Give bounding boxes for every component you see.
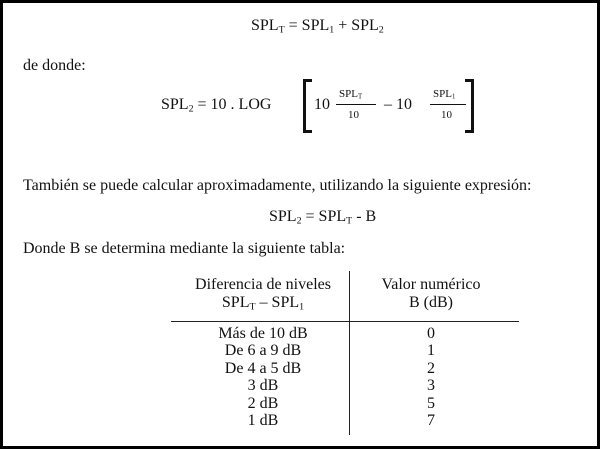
table-row-diff: Más de 10 dB xyxy=(218,325,308,342)
right-bracket xyxy=(465,79,474,133)
formula2-log: = 10 . LOG xyxy=(197,96,272,113)
intro-tambien: También se puede calcular aproximadamente, utilizando la siguiente expresión: xyxy=(23,177,532,194)
intro-de-donde: de donde: xyxy=(23,57,86,74)
formula2-lhs: SPL xyxy=(161,96,189,113)
header-spl-t: SPL xyxy=(221,294,250,311)
header-spl-1: – SPL xyxy=(259,294,300,311)
header-right-line1: Valor numérico xyxy=(381,276,481,293)
term2-fraction-bar xyxy=(430,104,466,105)
term2-num: SPL xyxy=(433,88,452,100)
table-header-rule xyxy=(171,321,519,322)
table-row-diff: 1 dB xyxy=(247,412,279,429)
formula2-minus-ten: – 10 xyxy=(384,96,412,113)
table-row-value: 3 xyxy=(427,377,435,394)
table-row-value: 7 xyxy=(427,412,435,429)
table-row-value: 5 xyxy=(427,395,435,412)
header-right-line2: B (dB) xyxy=(409,294,453,311)
table-row-value: 2 xyxy=(427,360,435,377)
formula1-lhs: SPL xyxy=(251,17,279,34)
formula1-sub2: 2 xyxy=(378,24,384,36)
formula-approx xyxy=(269,208,376,226)
term1-num-sub: T xyxy=(357,93,363,101)
intro-donde-b: Donde B se determina mediante la siguiente tabla: xyxy=(23,240,346,257)
table-row-diff: De 4 a 5 dB xyxy=(224,360,302,377)
formula1-eq: = SPL xyxy=(288,17,330,34)
table-row-diff: 3 dB xyxy=(247,377,279,394)
formula2-lhs-block xyxy=(161,96,271,114)
formula1-plus: + SPL xyxy=(338,17,379,34)
formula1-sub1: 1 xyxy=(329,24,335,36)
formula-total-spl xyxy=(251,17,384,35)
formula3-lhs-sub: 2 xyxy=(296,215,302,227)
formula2-term2-numerator xyxy=(433,88,455,100)
left-bracket xyxy=(303,79,312,133)
header-spl-1-sub: 1 xyxy=(299,301,305,313)
table-row-diff: 2 dB xyxy=(247,395,279,412)
formula3-lhs: SPL xyxy=(269,208,297,225)
formula2-term2-denominator: 10 xyxy=(441,109,452,121)
header-spl-t-sub: T xyxy=(249,301,256,313)
table-row-value: 0 xyxy=(427,325,435,342)
header-left-line1: Diferencia de niveles xyxy=(195,276,331,293)
table-row-value: 1 xyxy=(427,342,435,359)
formula2-lhs-sub: 2 xyxy=(188,103,194,115)
term1-fraction-bar xyxy=(336,104,376,105)
term1-num: SPL xyxy=(339,88,358,100)
formula2-term1-denominator: 10 xyxy=(348,109,359,121)
term2-num-sub: 1 xyxy=(451,93,456,101)
formula3-eq: = SPL xyxy=(305,208,347,225)
formula3-sub: T xyxy=(346,215,353,227)
table-row-diff: De 6 a 9 dB xyxy=(224,342,302,359)
formula2-term1-base: 10 xyxy=(314,96,330,113)
formula1-lhs-sub: T xyxy=(278,24,285,36)
header-left-line2 xyxy=(153,294,373,312)
formula3-rest: - B xyxy=(356,208,377,225)
formula2-term1-numerator xyxy=(339,88,362,100)
